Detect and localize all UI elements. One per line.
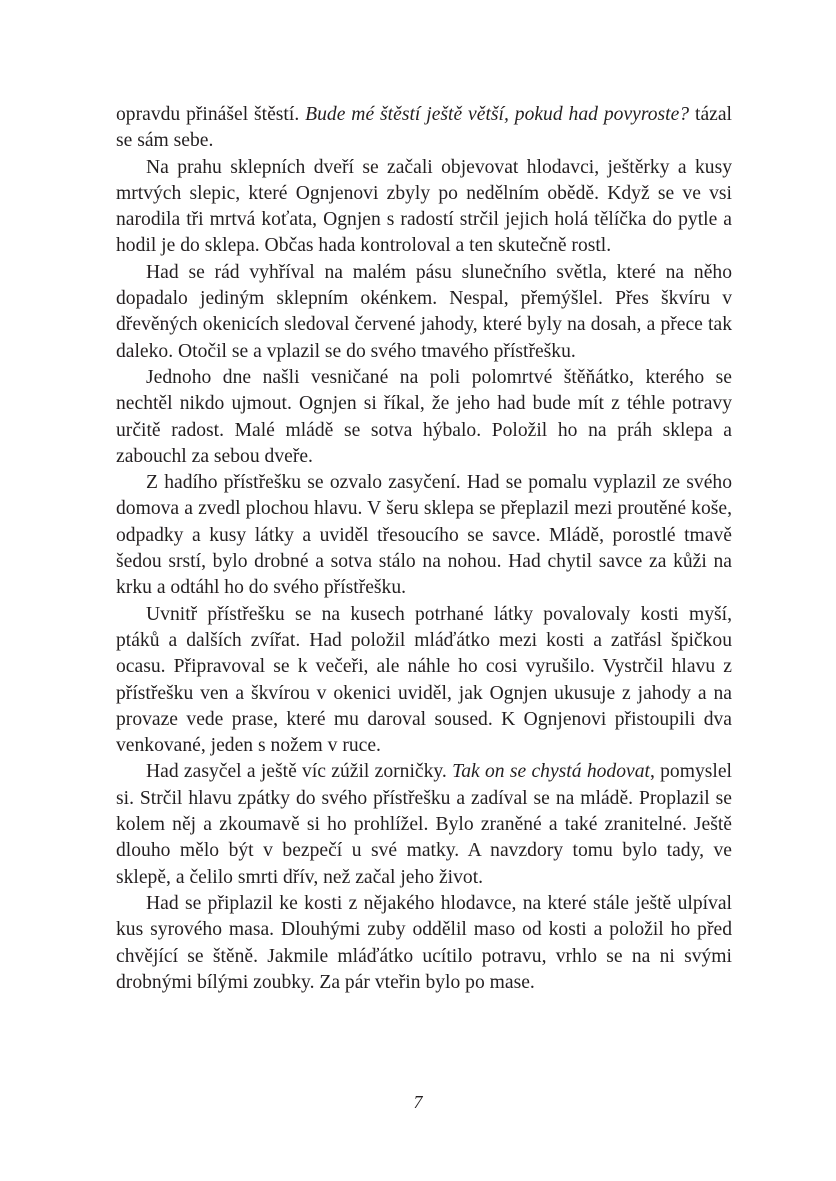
paragraph-text: opravdu přinášel štěstí. (116, 104, 306, 125)
page-number: 7 (413, 1092, 423, 1112)
paragraph-text: Had se rád vyhříval na malém pásu slunečního světla, které na něho dopadalo jediným sklepním okénkem. Nespal, přemýšlel. Přes škvíru v dřevěných okenicích sledoval červené jahody, které byly na dosah, a přece tak daleko. Otočil se a vplazil se do svého tmavého přístřešku. (116, 261, 732, 362)
paragraph-text: Jednoho dne našli vesničané na poli polomrtvé štěňátko, kterého se nechtěl nikdo ujmout. Ognjen si říkal, že jeho had bude mít z téhle potravy určitě radost. Malé mládě se sotva hýbalo. Položil ho na práh sklepa a zabouchl za sebou dveře. (116, 366, 732, 467)
paragraph-text: Na prahu sklepních dveří se začali objevovat hlodavci, ještěrky a kusy mrtvých slepic, které Ognjenovi zbyly po nedělním obědě. Když se ve vsi narodila tři mrtvá koťata, Ognjen s radostí strčil jejich holá tělíčka do pytle a hodil je do sklepa. Občas hada kontroloval a ten skutečně rostl. (116, 156, 732, 257)
paragraph-text: Z hadího přístřešku se ozvalo zasyčení. Had se pomalu vyplazil ze svého domova a zvedl plochou hlavu. V šeru sklepa se přeplazil mezi proutěné koše, odpadky a kusy látky a uviděl třesoucího se savce. Mládě, porostlé tmavě šedou srstí, bylo drobné a sotva stálo na nohou. Had chytil savce za kůži na krku a odtáhl ho do svého přístřešku. (116, 472, 732, 599)
paragraph-italic-text: Bude mé štěstí ještě větší, pokud had povyroste? (305, 104, 690, 125)
paragraph (116, 365, 732, 470)
paragraph (116, 759, 732, 890)
paragraph-text: tázal se sám sebe. (116, 104, 732, 152)
paragraph-italic-text: Tak on se chystá hodovat (452, 761, 650, 783)
paragraph-text: Had se připlazil ke kosti z nějakého hlodavce, na které stále ještě ulpíval kus syrového masa. Dlouhými zuby oddělil maso od kosti a položil ho před chvějící se štěně. Jakmile mláďátko ucítilo potravu, vrhlo se na ni svými drobnými bílými zoubky. Za pár vteřin bylo po mase. (116, 892, 732, 993)
paragraph (116, 470, 732, 601)
book-page-text (116, 102, 732, 996)
paragraph (116, 155, 732, 260)
paragraph-text: Uvnitř přístřešku se na kusech potrhané látky povalovaly kosti myší, ptáků a dalších zvířat. Had položil mláďátko mezi kosti a zatřásl špičkou ocasu. Připravoval se k večeři, ale náhle ho cosi vyrušilo. Vystrčil hlavu z přístřešku ven a škvírou v okenici uviděl, jak Ognjen ukusuje z jahody a na provaze vede prase, které mu daroval soused. K Ognjenovi přistoupili dva venkované, jeden s nožem v ruce. (116, 603, 732, 757)
paragraph-text: , pomyslel si. Strčil hlavu zpátky do svého přístřešku a zadíval se na mládě. Proplazil se kolem něj a zkoumavě si ho prohlížel. Bylo zraněné a také zranitelné. Ještě dlouho mělo být v bezpečí u své matky. A navzdory tomu bylo tady, ve sklepě, a čelilo smrti dřív, než začal jeho život. (116, 761, 732, 888)
paragraph (116, 891, 732, 996)
paragraph-text: Had zasyčel a ještě víc zúžil zorničky. (146, 761, 453, 783)
paragraph (116, 602, 732, 760)
paragraph (116, 102, 732, 155)
paragraph (116, 260, 732, 365)
